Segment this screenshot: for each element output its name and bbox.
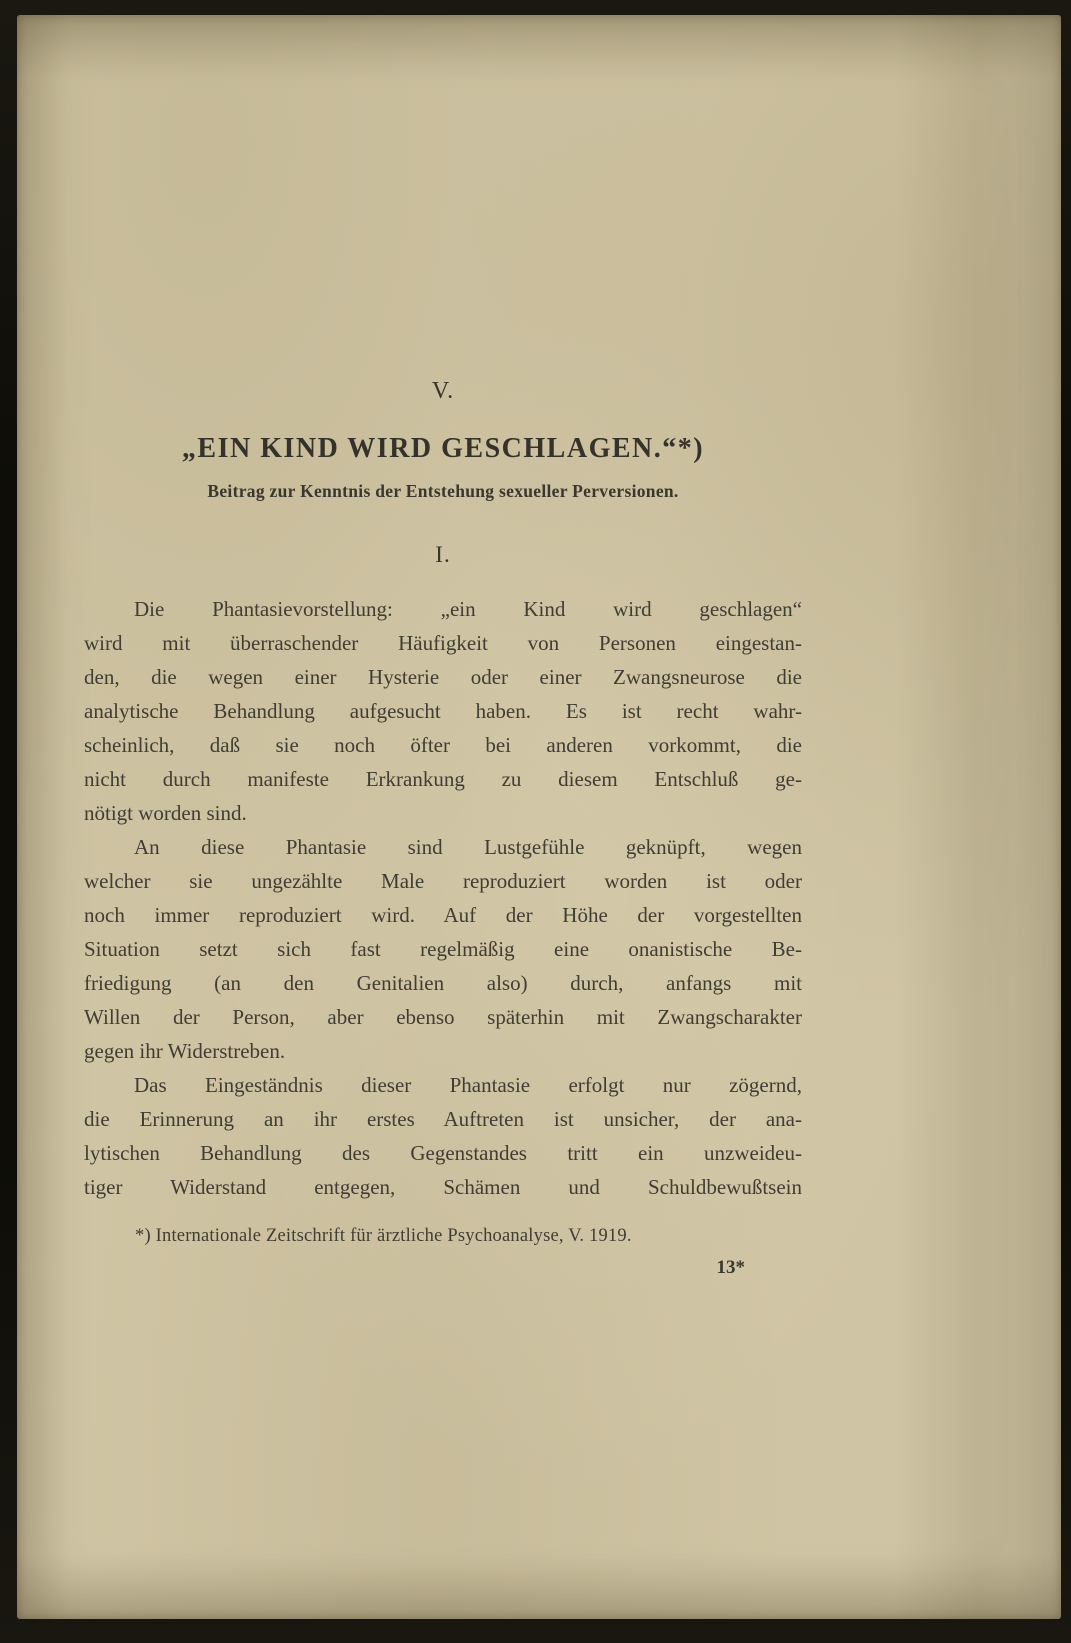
text-line: An diese Phantasie sind Lustgefühle geknüpft, wegen [134,835,802,859]
text-line: friedigung (an den Genitalien also) durch, anfangs mit [84,971,802,995]
paragraph [84,1068,802,1204]
text-line: noch immer reproduziert wird. Auf der Höhe der vorgestellten [84,903,802,927]
text-line: Die Phantasievorstellung: „ein Kind wird geschlagen“ [134,597,802,621]
page-paper [17,15,1061,1619]
body-text [84,592,802,1204]
text-column [84,15,802,1279]
footnote: *) Internationale Zeitschrift für ärztliche Psychoanalyse, V. 1919. [135,1226,632,1246]
text-line: nicht durch manifeste Erkrankung zu diesem Entschluß ge- [84,767,802,791]
text-line: nötigt worden sind. [84,801,247,825]
page-subtitle: Beitrag zur Kenntnis der Entstehung sexueller Perversionen. [207,481,679,501]
text-line: analytische Behandlung aufgesucht haben. Es ist recht wahr- [84,699,802,723]
text-line: Willen der Person, aber ebenso späterhin mit Zwangscharakter [84,1005,802,1029]
section-number: V. [431,378,455,404]
text-line: Situation setzt sich fast regelmäßig eine onanistische Be- [84,937,802,961]
text-line: gegen ihr Widerstreben. [84,1039,286,1063]
paragraph [84,830,802,1068]
text-line: welcher sie ungezählte Male reproduziert worden ist oder [84,869,802,893]
paragraph [84,592,802,830]
page-title: „EIN KIND WIRD GESCHLAGEN.“*) [181,433,705,464]
page-number: 13* [716,1257,745,1278]
part-number: I. [435,542,451,567]
text-line: lytischen Behandlung des Gegenstandes tritt ein unzweideu- [84,1141,802,1165]
text-line: die Erinnerung an ihr erstes Auftreten ist unsicher, der ana- [84,1107,802,1131]
text-line: Das Eingeständnis dieser Phantasie erfolgt nur zögernd, [134,1073,802,1097]
text-line: scheinlich, daß sie noch öfter bei anderen vorkommt, die [84,733,802,757]
text-line: wird mit überraschender Häufigkeit von Personen eingestan- [84,631,802,655]
text-line: tiger Widerstand entgegen, Schämen und Schuldbewußtsein [84,1175,802,1199]
text-line: den, die wegen einer Hysterie oder einer Zwangsneurose die [84,665,802,689]
